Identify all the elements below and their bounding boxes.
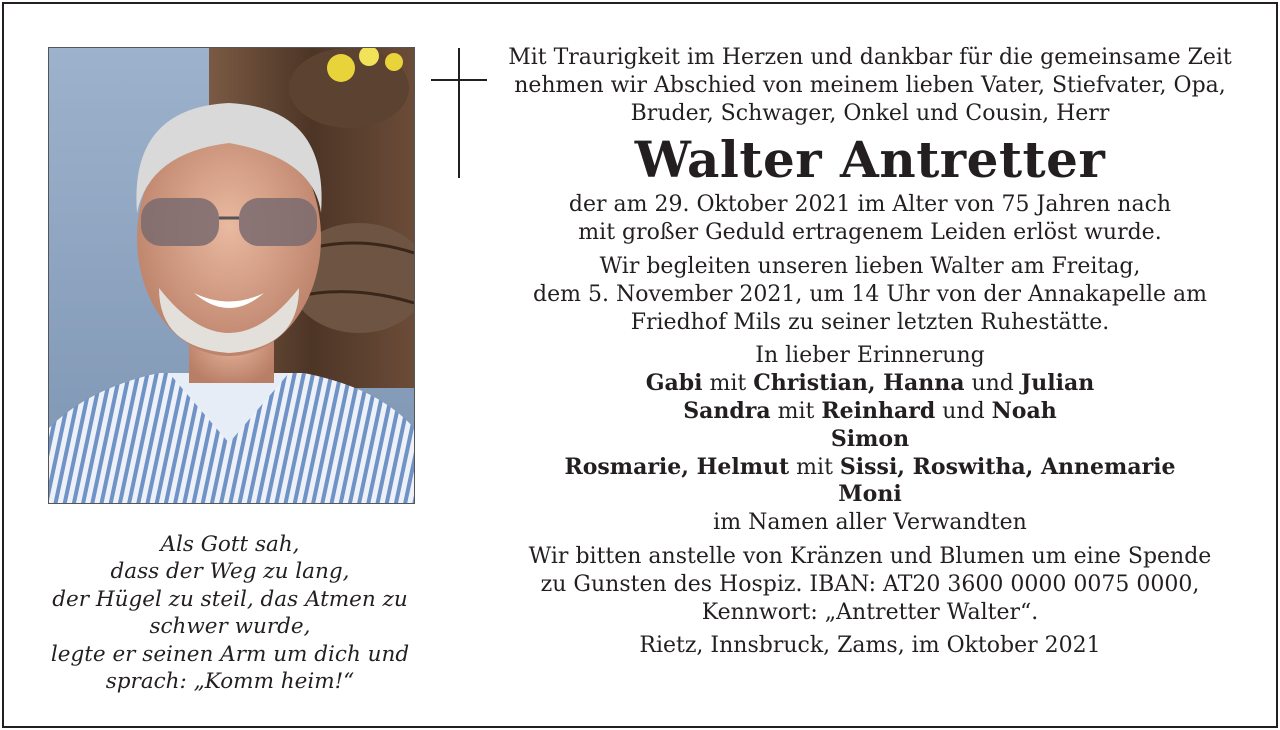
poem-line: sprach: „Komm heim!“ [105,669,355,695]
mourners-heading: In lieber Erinnerung [755,343,985,369]
intro-line: Bruder, Schwager, Onkel und Cousin, Herr [630,100,1110,126]
mourner-row: Sandra mit Reinhard und Noah [683,397,1057,424]
poem-line: legte er seinen Arm um dich und [50,641,410,667]
obituary-card [2,2,1278,728]
funeral-line: Wir begleiten unseren lieben Walter am Freitag, [599,253,1141,279]
death-line: der am 29. Oktober 2021 im Alter von 75 Jahren nach [568,192,1172,218]
donation-line: zu Gunsten des Hospiz. IBAN: AT20 3600 0000 0075 0000, [540,571,1200,597]
intro-line: Mit Traurigkeit im Herzen und dankbar für die gemeinsame Zeit [508,45,1232,70]
poem-line: der Hügel zu steil, das Atmen zu [52,586,408,612]
deceased-name: Walter Antretter [634,130,1106,190]
donation-line: Wir bitten anstelle von Kränzen und Blumen um eine Spende [528,543,1212,569]
place-date: Rietz, Innsbruck, Zams, im Oktober 2021 [639,633,1101,659]
mourner-row: Gabi mit Christian, Hanna und Julian [645,370,1095,397]
intro-line: nehmen wir Abschied von meinem lieben Vater, Stiefvater, Opa, [514,72,1226,98]
mourner-row: Simon [830,425,910,452]
poem-line: dass der Weg zu lang, [110,559,350,585]
portrait-photo [48,47,415,504]
death-line: mit großer Geduld ertragenem Leiden erlöst wurde. [578,220,1162,246]
portrait-illustration [49,48,414,503]
donation-line: Kennwort: „Antretter Walter“. [701,599,1039,625]
funeral-line: dem 5. November 2021, um 14 Uhr von der Annakapelle am [533,281,1207,307]
obituary-text [492,44,1248,660]
mourner-row: Moni [838,481,902,508]
funeral-line: Friedhof Mils zu seiner letzten Ruhestätte. [630,309,1110,335]
mourner-row: Rosmarie, Helmut mit Sissi, Roswitha, Annemarie [564,453,1176,480]
poem [34,531,426,695]
mourners-closing: im Namen aller Verwandten [713,510,1027,536]
poem-line: Als Gott sah, [160,532,300,557]
poem-line: schwer wurde, [149,614,311,640]
